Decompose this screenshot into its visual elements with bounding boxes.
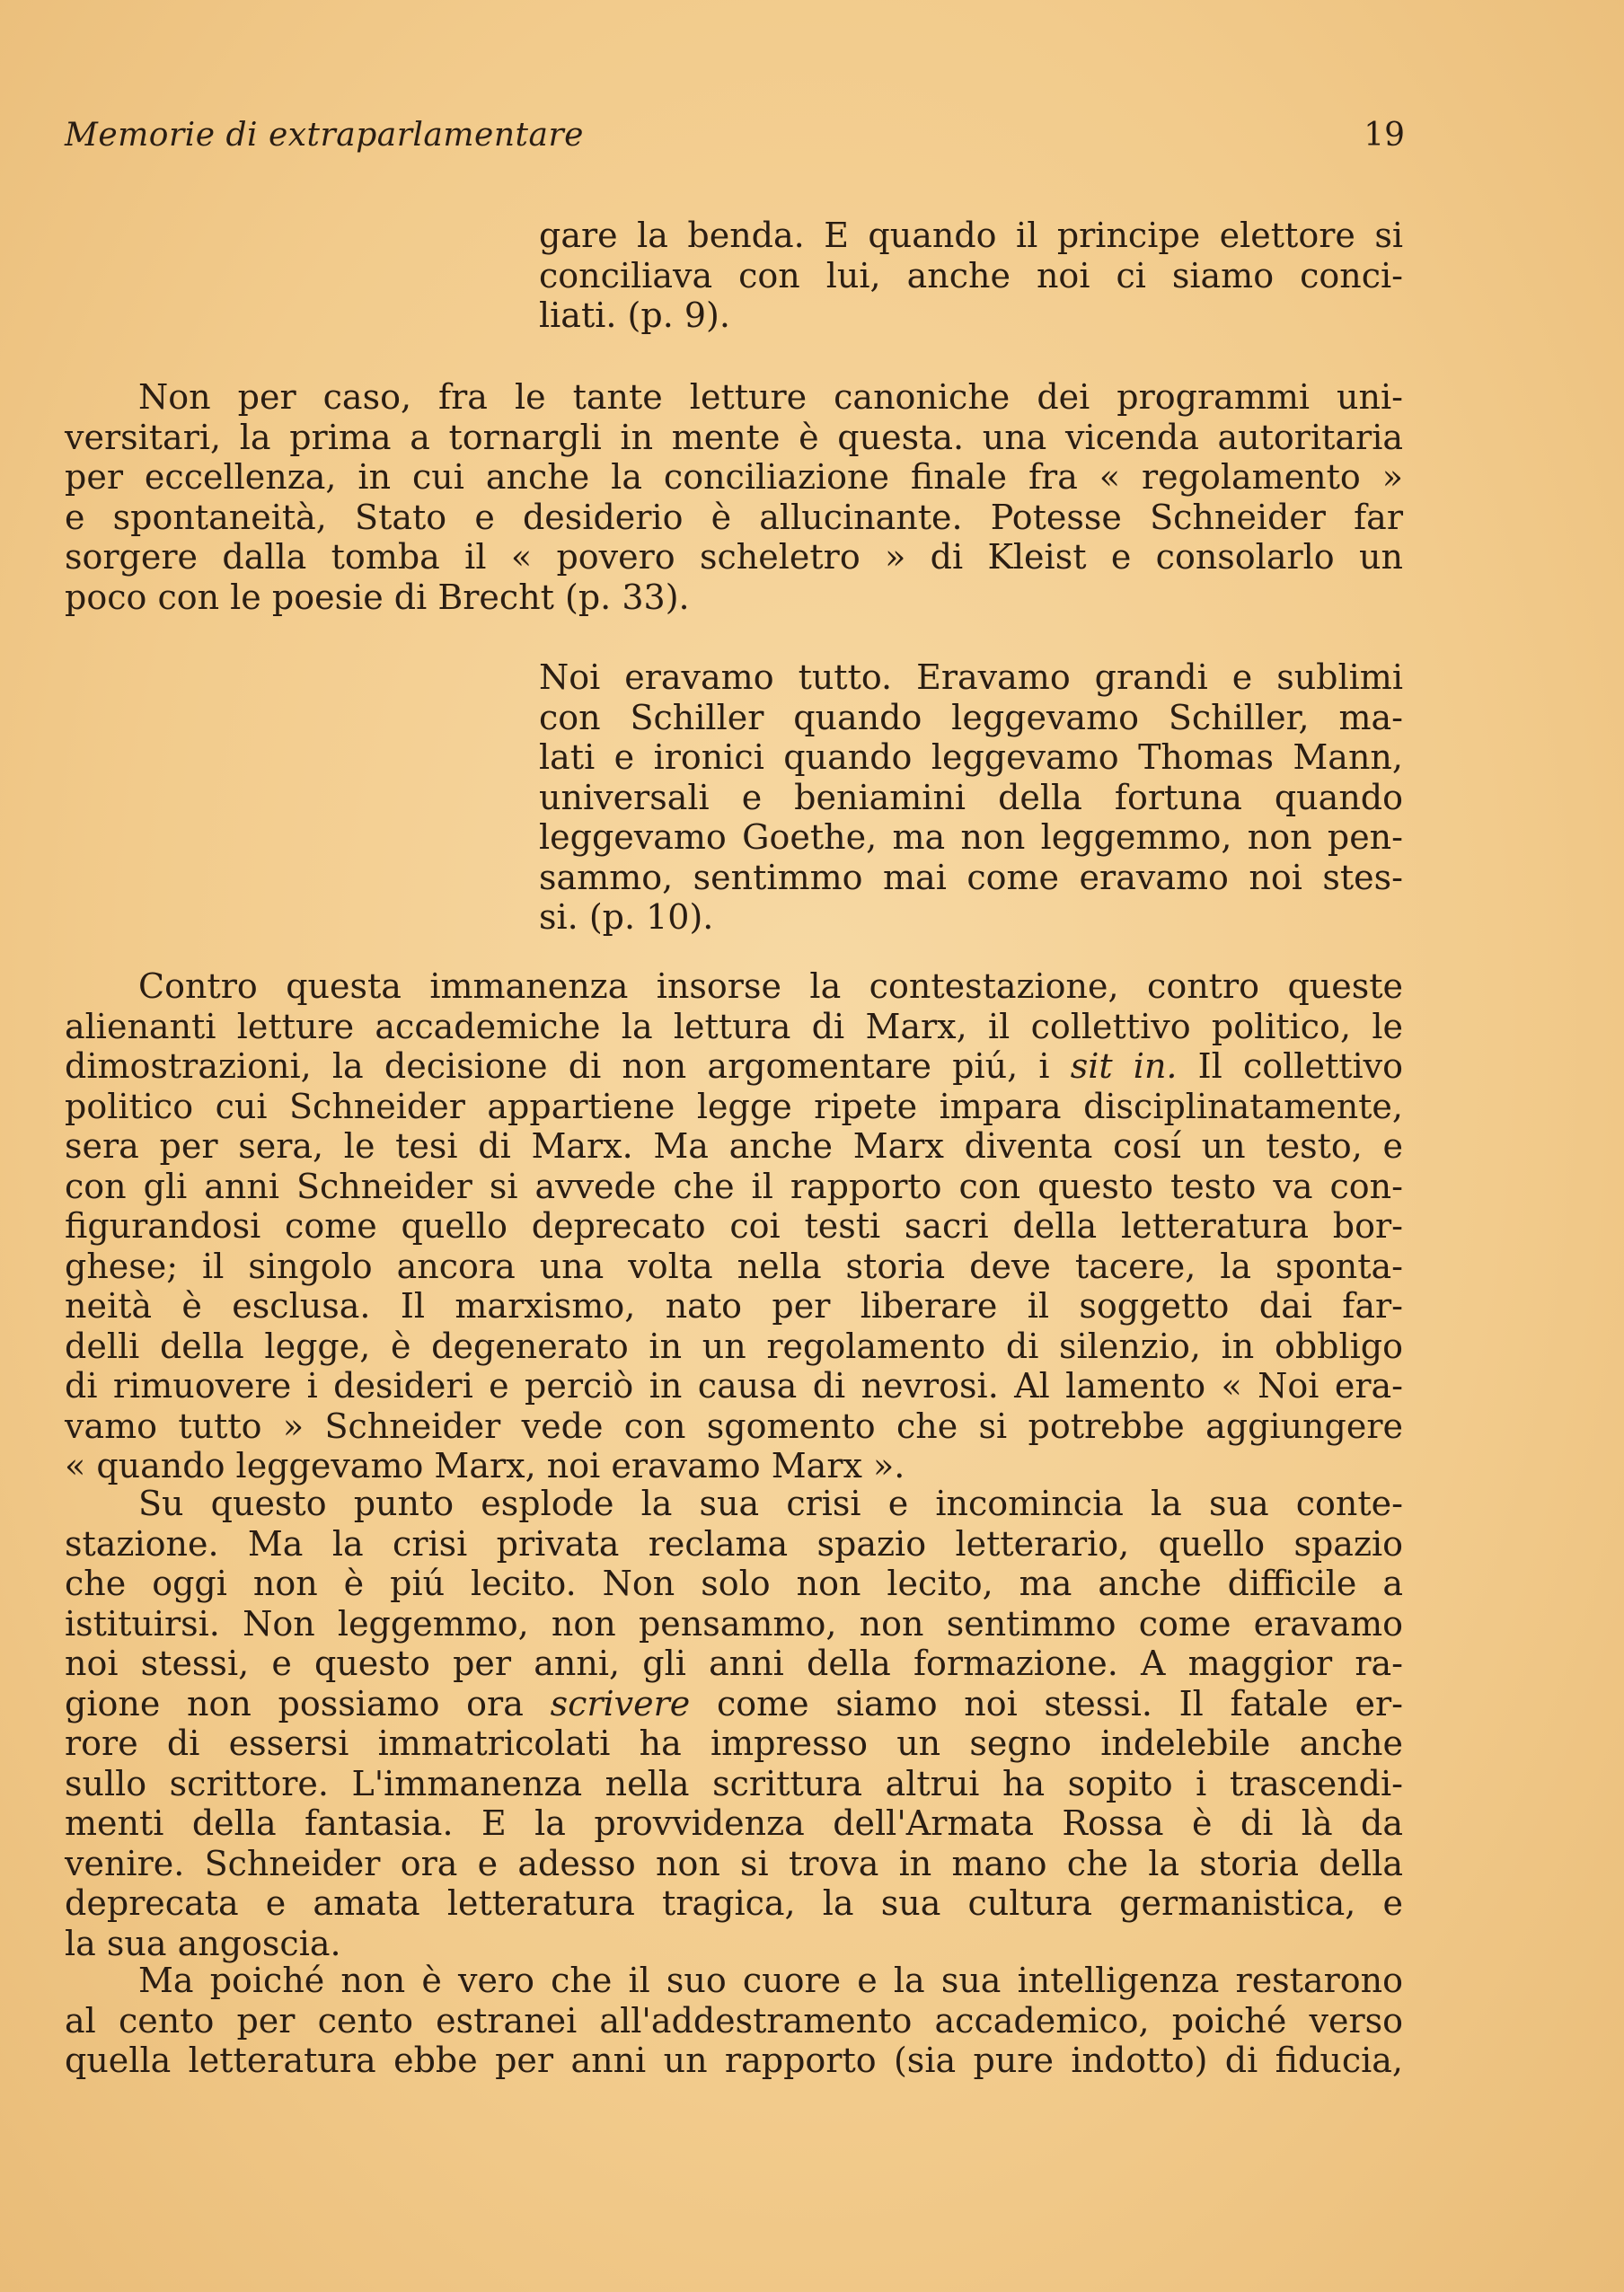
text-line [65, 1046, 1403, 1087]
text-line: universali e beniamini della fortuna quando [539, 777, 1403, 817]
text-run: come siamo noi stessi. Il fatale er- [690, 1683, 1403, 1723]
text-line: venire. Schneider ora e adesso non si trova in mano che la storia della [65, 1843, 1403, 1883]
text-line: sullo scrittore. L'immanenza nella scrittura altrui ha sopito i trascendi- [65, 1763, 1403, 1803]
paragraph-2 [65, 966, 1403, 1486]
text-line: « quando leggevamo Marx, noi eravamo Marx ». [65, 1446, 905, 1485]
text-line: sorgere dalla tomba il « povero scheletro » di Kleist e consolarlo un [65, 537, 1403, 577]
text-line: per eccellenza, in cui anche la conciliazione finale fra « regolamento » [65, 457, 1403, 497]
text-line: quella letteratura ebbe per anni un rapporto (sia pure indotto) di fiducia, [65, 2041, 1403, 2080]
text-line: deprecata e amata letteratura tragica, la sua cultura germanistica, e [65, 1883, 1403, 1923]
text-line: con Schiller quando leggevamo Schiller, ma- [539, 697, 1403, 737]
text-line: menti della fantasia. E la provvidenza dell'Armata Rossa è di là da [65, 1803, 1403, 1843]
text-line: stazione. Ma la crisi privata reclama spazio letterario, quello spazio [65, 1523, 1403, 1564]
text-line: Su questo punto esplode la sua crisi e incomincia la sua conte- [138, 1484, 1403, 1523]
text-line: al cento per cento estranei all'addestramento accademico, poiché verso [65, 2000, 1403, 2041]
text-line: gare la benda. E quando il principe elettore si [539, 216, 1403, 255]
italic-term: sit in. [1070, 1046, 1178, 1086]
block-quote-2 [539, 657, 1403, 938]
text-line [65, 1684, 1403, 1724]
paragraph-1 [65, 377, 1403, 617]
text-line: delli della legge, è degenerato in un regolamento di silenzio, in obbligo [65, 1326, 1403, 1366]
text-line: conciliava con lui, anche noi ci siamo conci- [539, 255, 1403, 295]
text-line: noi stessi, e questo per anni, gli anni della formazione. A maggior ra- [65, 1644, 1403, 1683]
text-line: sera per sera, le tesi di Marx. Ma anche Marx diventa cosí un testo, e [65, 1126, 1403, 1166]
text-line: sammo, sentimmo mai come eravamo noi stes- [539, 857, 1403, 897]
text-line: con gli anni Schneider si avvede che il rapporto con questo testo va con- [65, 1166, 1403, 1206]
text-line: che oggi non è piú lecito. Non solo non lecito, ma anche difficile a [65, 1564, 1403, 1603]
text-line: Non per caso, fra le tante letture canoniche dei programmi uni- [138, 377, 1403, 417]
text-line: si. (p. 10). [539, 897, 714, 937]
text-run: dimostrazioni, la decisione di non argomentare piú, i [65, 1046, 1071, 1086]
text-line: la sua angoscia. [65, 1923, 341, 1963]
paragraph-3 [65, 1484, 1403, 1963]
text-line: figurandosi come quello deprecato coi testi sacri della letteratura bor- [65, 1206, 1403, 1246]
text-line: e spontaneità, Stato e desiderio è allucinante. Potesse Schneider far [65, 497, 1403, 537]
text-line: politico cui Schneider appartiene legge ripete impara disciplinatamente, [65, 1086, 1403, 1126]
running-title: Memorie di extraparlamentare [65, 117, 584, 154]
text-line: vamo tutto » Schneider vede con sgomento che si potrebbe aggiungere [65, 1406, 1403, 1446]
text-line: rore di essersi immatricolati ha impresso un segno indelebile anche [65, 1723, 1403, 1763]
text-run: gione non possiamo ora [65, 1683, 551, 1723]
page-header [65, 117, 1405, 154]
paragraph-4 [65, 1961, 1403, 2081]
text-line: di rimuovere i desideri e perciò in causa di nevrosi. Al lamento « Noi era- [65, 1366, 1403, 1406]
page-number: 19 [1364, 117, 1405, 154]
text-line: Noi eravamo tutto. Eravamo grandi e sublimi [539, 657, 1403, 697]
italic-term: scrivere [550, 1683, 691, 1723]
text-line: leggevamo Goethe, ma non leggemmo, non pen- [539, 817, 1403, 857]
text-run: Il collettivo [1177, 1046, 1403, 1086]
text-line: Ma poiché non è vero che il suo cuore e la sua intelligenza restarono [138, 1961, 1403, 2000]
text-line: poco con le poesie di Brecht (p. 33). [65, 577, 690, 617]
text-line: istituirsi. Non leggemmo, non pensammo, non sentimmo come eravamo [65, 1603, 1403, 1644]
text-line: versitari, la prima a tornargli in mente è questa. una vicenda autoritaria [65, 417, 1403, 457]
text-line: lati e ironici quando leggevamo Thomas Mann, [539, 737, 1403, 777]
text-line: neità è esclusa. Il marxismo, nato per liberare il soggetto dai far- [65, 1286, 1403, 1326]
text-line: Contro questa immanenza insorse la contestazione, contro queste [138, 966, 1403, 1006]
text-line: liati. (p. 9). [539, 295, 730, 335]
text-line: ghese; il singolo ancora una volta nella storia deve tacere, la sponta- [65, 1246, 1403, 1286]
block-quote-1 [539, 216, 1403, 336]
text-line: alienanti letture accademiche la lettura di Marx, il collettivo politico, le [65, 1006, 1403, 1046]
